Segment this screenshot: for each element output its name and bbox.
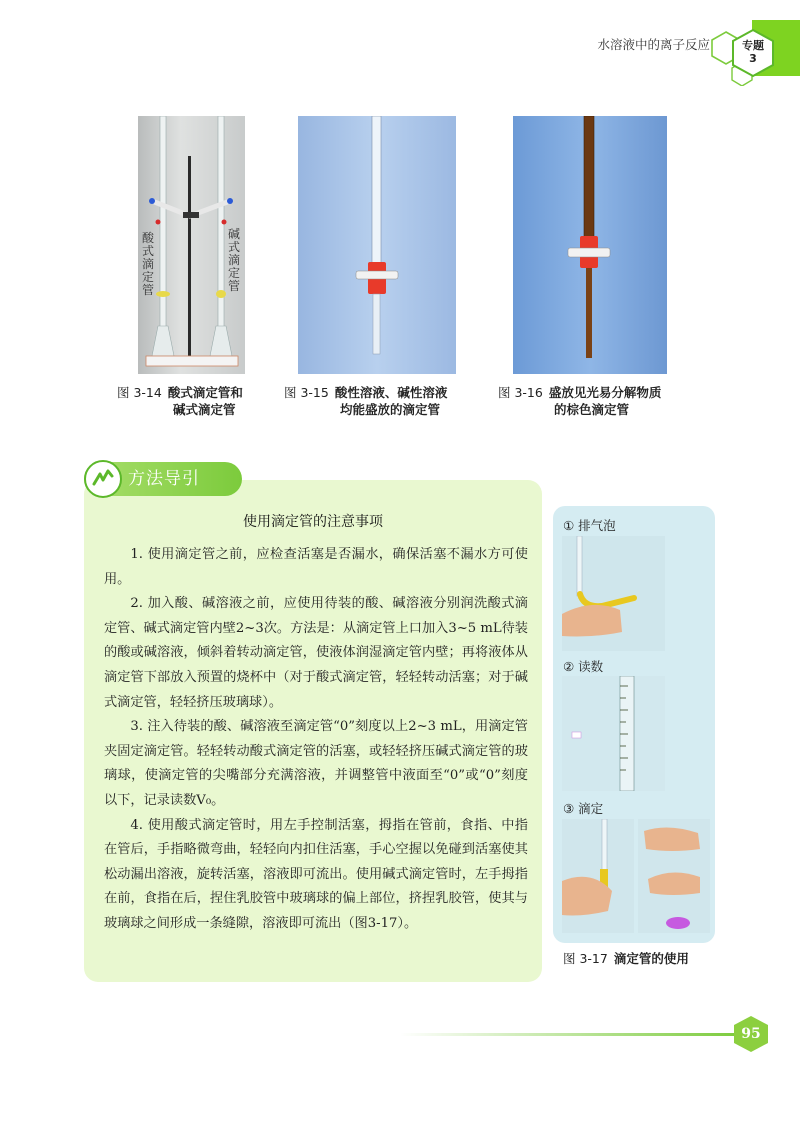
page-number: 95 [741, 1026, 761, 1042]
chapter-tab-number: 3 [749, 52, 757, 65]
figure-number: 图 3-16 [498, 385, 543, 400]
hand-burette-illustration [562, 536, 665, 651]
figure-3-14-caption [117, 384, 282, 418]
figure-3-16-photo [513, 116, 667, 374]
caption-line: 的棕色滴定管 [554, 402, 630, 417]
figure-3-15-caption [284, 384, 494, 418]
figure-number: 图 3-17 [563, 951, 608, 966]
figure-3-14-photo [138, 116, 245, 374]
paragraph: 2. 加入酸、碱溶液之前，应使用待装的酸、碱溶液分别润洗酸式滴定管、碱式滴定管内壁2~3次。方法是：从滴定管上口加入3~5 mL待装的酸或碱溶液，倾斜着转动滴定管，使液体润湿滴定管内壁；再将液体从滴定管下部放入预置的烧杯中（对于酸式滴定管，轻轻转动活塞；对于碱式滴定管，轻轻挤压玻璃球）。 [104, 596, 528, 710]
step-label-remove-bubbles: ① 排气泡 [563, 518, 616, 533]
step-label-titration: ③ 滴定 [563, 801, 604, 816]
method-guide-banner-text: 方法导引 [128, 469, 200, 489]
step-label-reading: ② 读数 [563, 659, 604, 674]
hand-stopcock-illustration [562, 819, 634, 933]
caption-line: 均能盛放的滴定管 [340, 402, 441, 417]
footer-line [400, 1033, 740, 1036]
method-body [104, 543, 528, 937]
chapter-title: 水溶液中的离子反应 [597, 37, 710, 52]
step-photo-titration-left [562, 819, 634, 933]
lightning-check-icon [86, 462, 120, 496]
figure-number: 图 3-15 [284, 385, 329, 400]
paragraph: 4. 使用酸式滴定管时，用左手控制活塞，拇指在管前，食指、中指在管后，手指略微弯曲，轻轻向内扣住活塞，手心空握以免碰到活塞使其松动漏出溶液，旋转活塞，溶液即可流出。使用碱式滴定管时，左手拇指在前，食指在后，捏住乳胶管中玻璃球的偏上部位，挤捏乳胶管，使其与玻璃球之间形成一条缝隙，溶液即可流出（图3-17）。 [104, 817, 528, 931]
caption-line: 滴定管的使用 [613, 951, 689, 966]
chapter-tab-label: 专题 [742, 39, 764, 52]
brown-burette-illustration [513, 116, 667, 374]
step-photo-titration-right [638, 819, 710, 933]
section-title: 使用滴定管的注意事项 [243, 514, 383, 530]
method-guide-icon [84, 460, 122, 498]
caption-line: 酸式滴定管和 [167, 385, 243, 400]
photo-label-acid-burette: 酸式滴定管 [142, 231, 155, 297]
hand-flask-illustration [638, 819, 710, 933]
caption-line: 酸性溶液、碱性溶液 [334, 385, 448, 400]
caption-line: 碱式滴定管 [173, 402, 236, 417]
step-photo-reading [562, 676, 665, 791]
paragraph: 3. 注入待装的酸、碱溶液至滴定管“0”刻度以上2~3 mL，用滴定管夹固定滴定管。轻轻转动酸式滴定管的活塞，或轻轻挤压碱式滴定管的玻璃球，使滴定管的尖嘴部分充满溶液，并调整管中液面至“0”或“0”刻度以下，记录读数V₀。 [104, 719, 528, 808]
paragraph: 1. 使用滴定管之前，应检查活塞是否漏水，确保活塞不漏水方可使用。 [104, 547, 528, 587]
figure-3-16-caption [498, 384, 708, 418]
step-photo-remove-bubbles [562, 536, 665, 651]
caption-line: 盛放见光易分解物质 [548, 385, 662, 400]
figure-3-15-photo [298, 116, 456, 374]
figure-number: 图 3-14 [117, 385, 162, 400]
figure-3-17-caption [563, 950, 723, 967]
burette-teflon-illustration [298, 116, 456, 374]
burette-scale-illustration [562, 676, 665, 791]
photo-label-base-burette: 碱式滴定管 [228, 227, 241, 293]
